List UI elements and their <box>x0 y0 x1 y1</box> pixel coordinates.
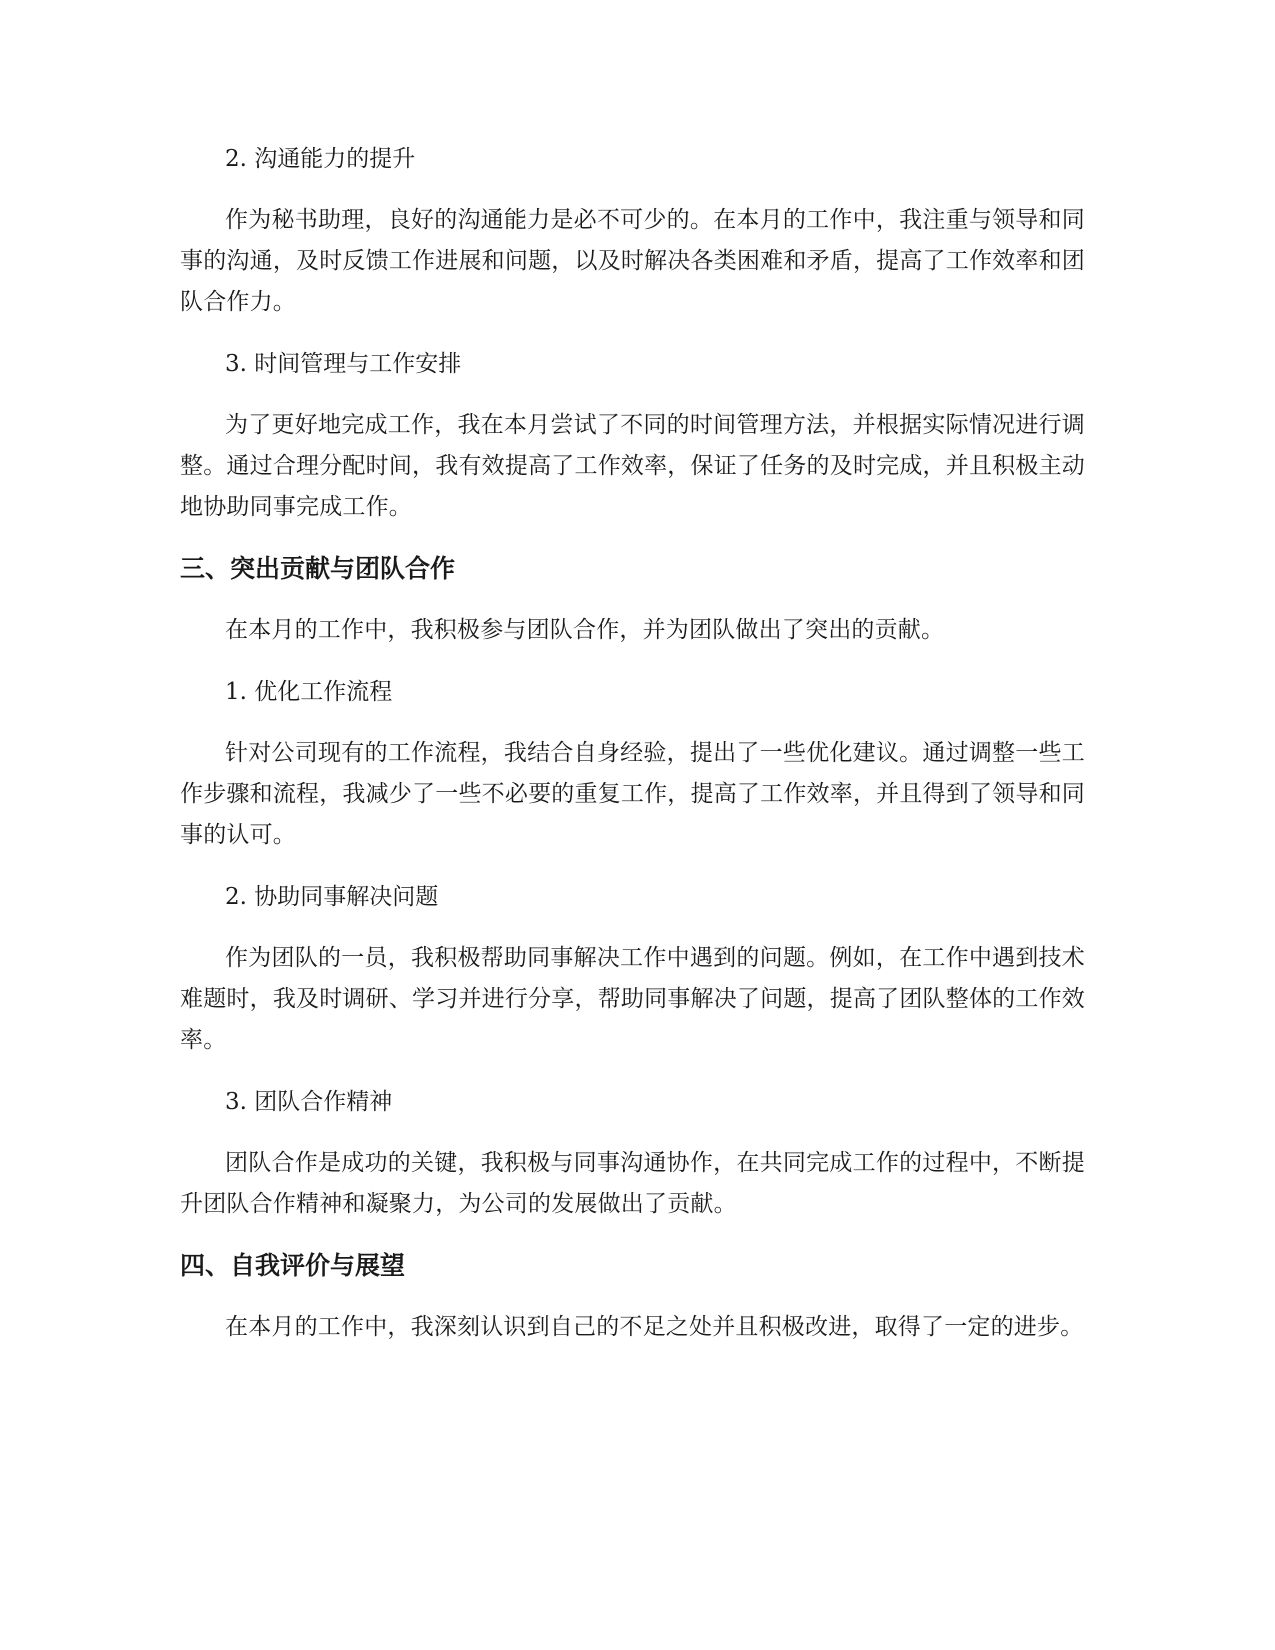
section-title-self-evaluation: 四、自我评价与展望 <box>180 1251 406 1280</box>
paragraph-communication: 作为秘书助理，良好的沟通能力是必不可少的。在本月的工作中，我注重与领导和同事的沟通，及时反馈工作进展和问题，以及时解决各类困难和矛盾，提高了工作效率和团队合作力。 <box>180 207 1085 315</box>
paragraph-contribution-intro: 在本月的工作中，我积极参与团队合作，并为团队做出了突出的贡献。 <box>225 617 945 643</box>
subheading-help-colleagues: 2. 协助同事解决问题 <box>225 884 439 910</box>
paragraph-help-colleagues: 作为团队的一员，我积极帮助同事解决工作中遇到的问题。例如，在工作中遇到技术难题时，我及时调研、学习并进行分享，帮助同事解决了问题，提高了团队整体的工作效率。 <box>180 945 1085 1053</box>
paragraph-optimize-workflow: 针对公司现有的工作流程，我结合自身经验，提出了一些优化建议。通过调整一些工作步骤和流程，我减少了一些不必要的重复工作，提高了工作效率，并且得到了领导和同事的认可。 <box>180 740 1085 848</box>
subheading-communication: 2. 沟通能力的提升 <box>225 146 416 172</box>
paragraph-self-evaluation: 在本月的工作中，我深刻认识到自己的不足之处并且积极改进，取得了一定的进步。 <box>225 1314 1084 1340</box>
document-page <box>180 138 1085 1368</box>
paragraph-team-spirit: 团队合作是成功的关键，我积极与同事沟通协作，在共同完成工作的过程中，不断提升团队合作精神和凝聚力，为公司的发展做出了贡献。 <box>180 1150 1085 1217</box>
section-title-contribution: 三、突出贡献与团队合作 <box>180 554 456 583</box>
subheading-team-spirit: 3. 团队合作精神 <box>225 1089 393 1115</box>
subheading-time-management: 3. 时间管理与工作安排 <box>225 351 462 377</box>
subheading-optimize-workflow: 1. 优化工作流程 <box>225 679 393 705</box>
paragraph-time-management: 为了更好地完成工作，我在本月尝试了不同的时间管理方法，并根据实际情况进行调整。通过合理分配时间，我有效提高了工作效率，保证了任务的及时完成，并且积极主动地协助同事完成工作。 <box>180 412 1085 520</box>
